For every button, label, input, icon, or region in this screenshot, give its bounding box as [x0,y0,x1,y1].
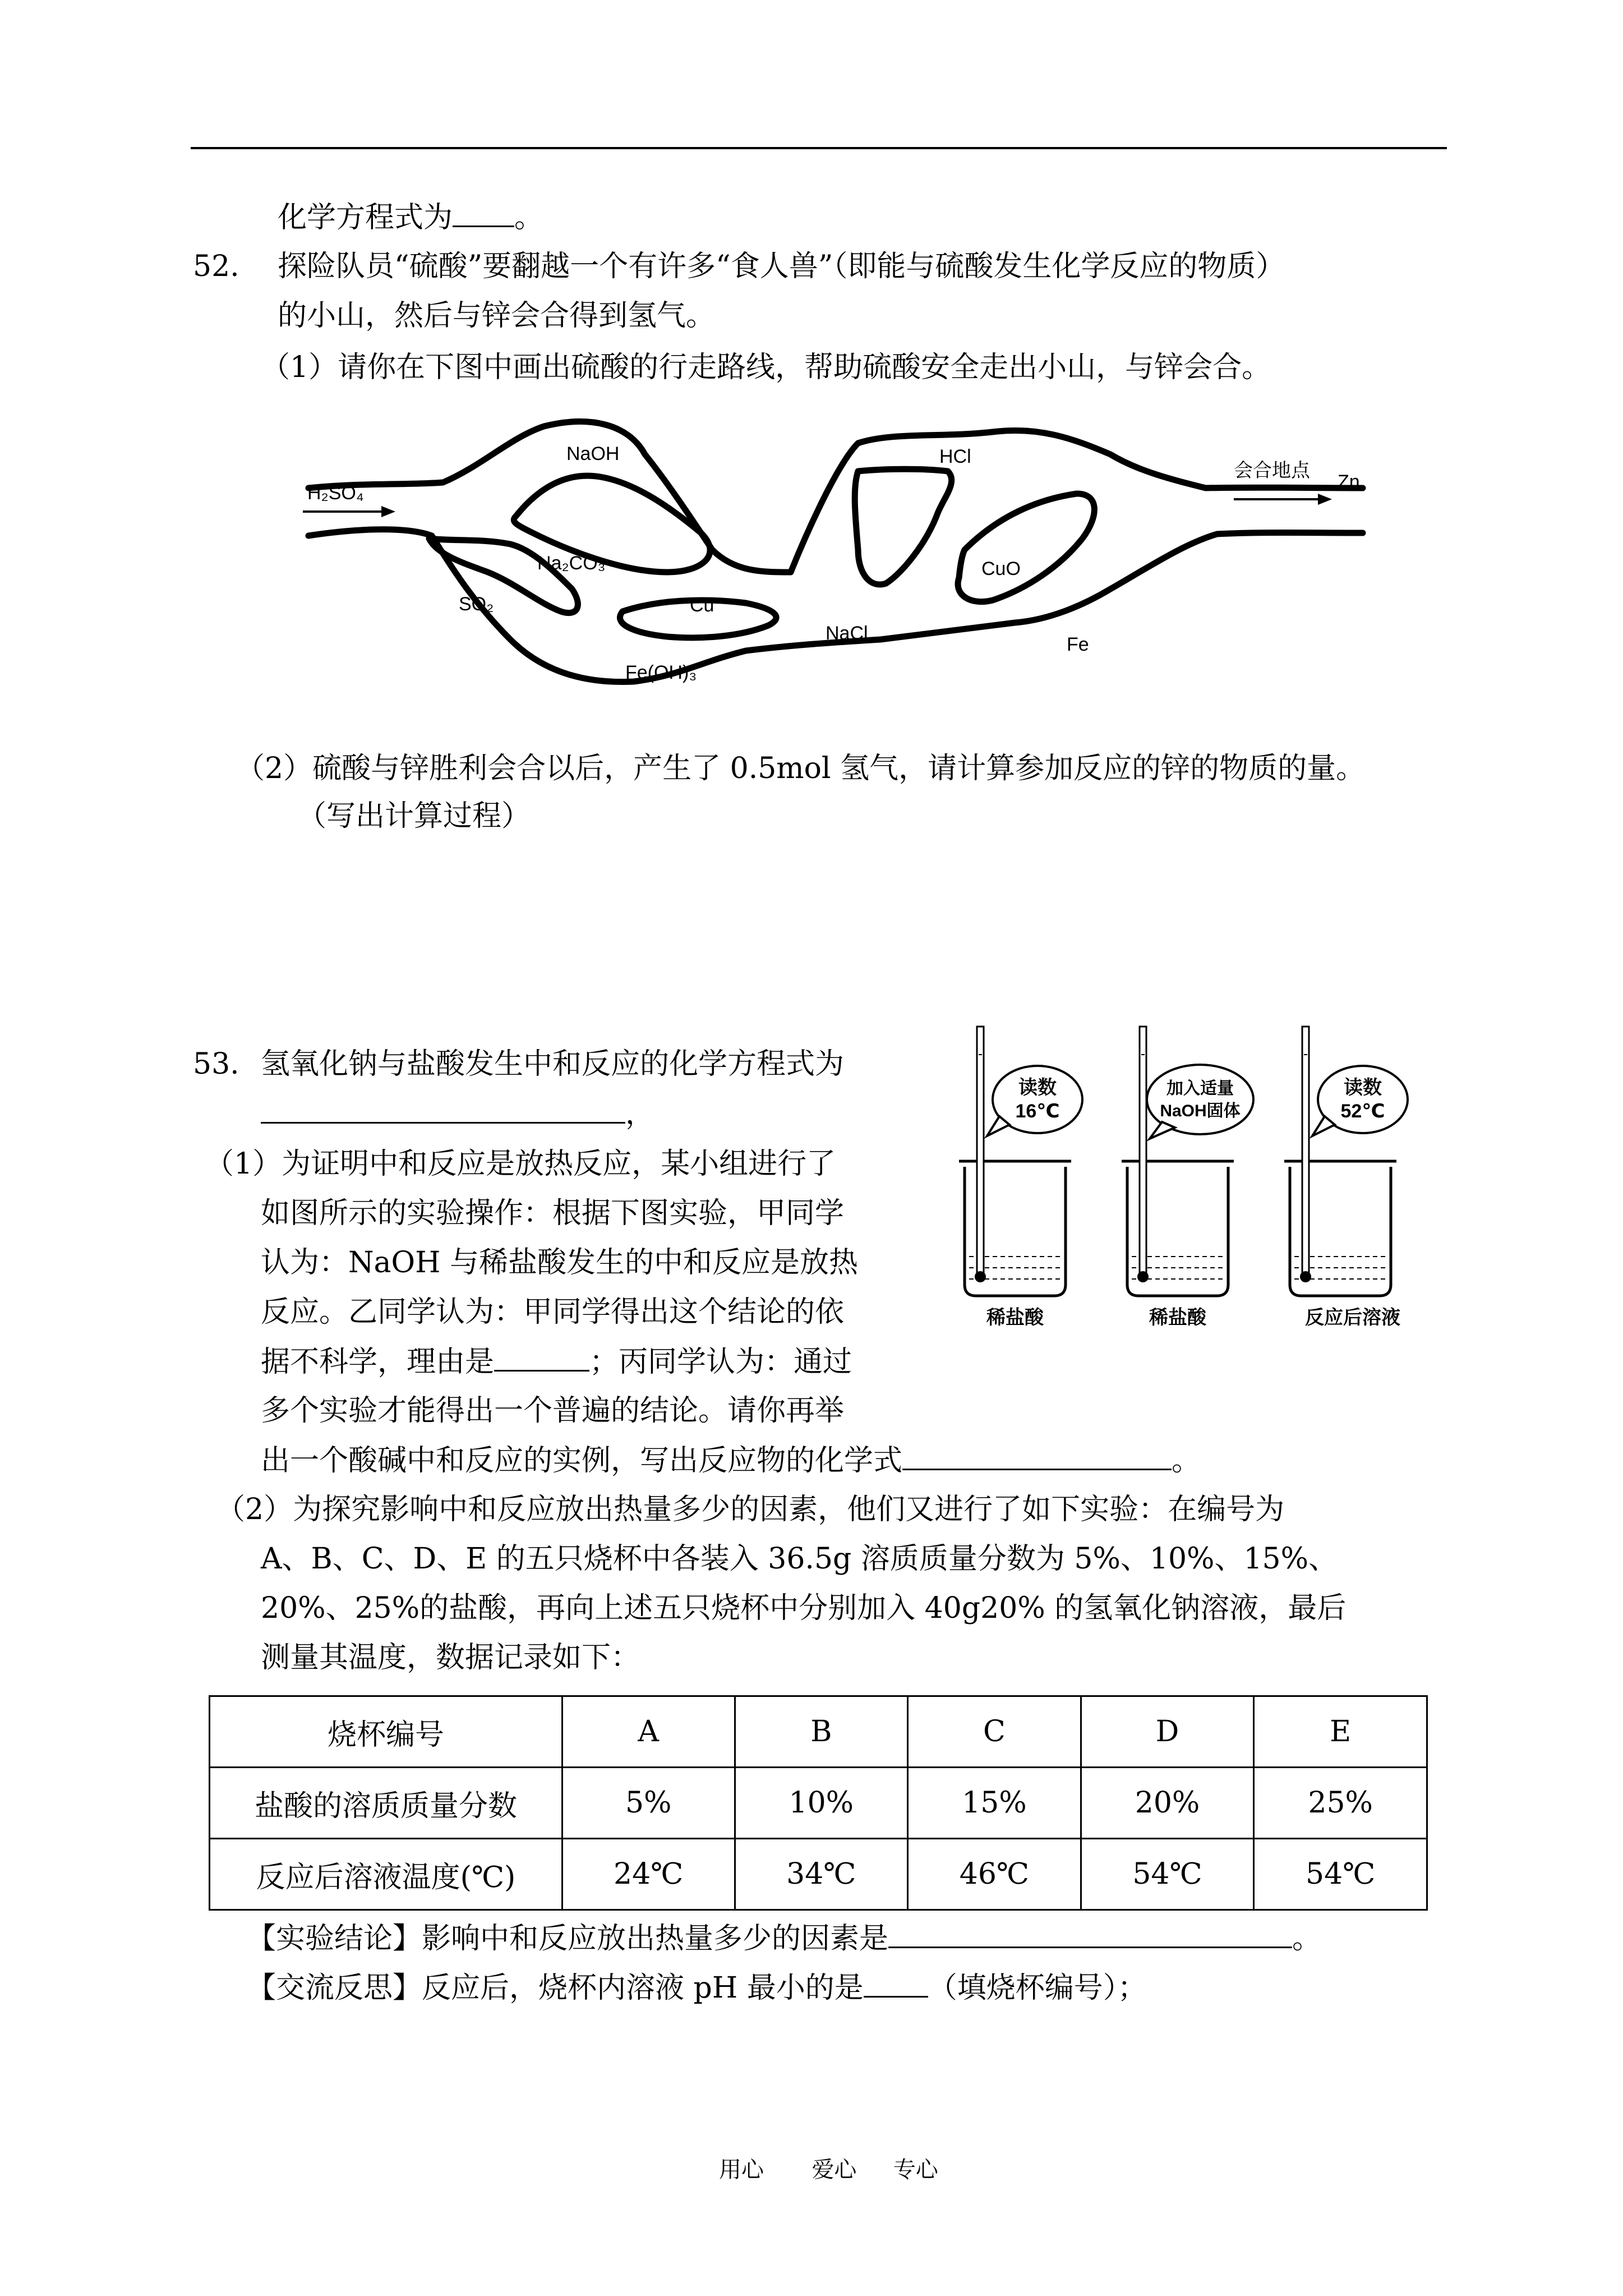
q52-number: 52. [193,250,239,283]
conclusion-line [247,1918,1321,1958]
table-cell: 盐酸的溶质质量分数 [210,1768,562,1839]
beaker1-bubble-line1: 读数 [1018,1077,1057,1098]
equation-blank[interactable] [261,1094,625,1124]
table-cell: 54℃ [1254,1839,1427,1910]
maze-start: H₂SO₄ [307,482,364,504]
beaker1-label: 稀盐酸 [986,1307,1044,1328]
table-cell: 5% [562,1768,735,1839]
q52-part1: （1）请你在下图中画出硫酸的行走路线，帮助硫酸安全走出小山，与锌会合。 [261,351,1271,384]
maze-label-fe: Fe [1067,634,1089,655]
q52-line1: 探险队员“硫酸”要翻越一个有许多“食人兽”（即能与硫酸发生化学反应的物质） [278,250,1285,283]
table-cell: 46℃ [908,1839,1081,1910]
maze-figure[interactable] [297,404,1391,707]
header-rule [191,147,1447,149]
maze-label-cu: Cu [690,595,714,616]
table-cell: C [908,1696,1081,1768]
maze-meet-point: 会合地点 [1234,460,1310,481]
maze-label-so2: SO₂ [459,593,494,615]
q53-p2-l4: 测量其温度，数据记录如下： [261,1641,640,1674]
beaker3-label: 反应后溶液 [1305,1307,1400,1328]
q52-line2: 的小山，然后与锌会合得到氢气。 [278,299,716,333]
continuation-tail: 。 [514,201,544,234]
table-cell: B [735,1696,908,1768]
table-cell: 24℃ [562,1839,735,1910]
maze-label-feoh3: Fe(OH)₃ [625,662,697,683]
beaker2-bubble-line1: 加入适量 [1166,1079,1234,1098]
conclusion-blank[interactable] [888,1918,1292,1948]
answer-blank[interactable] [453,197,514,227]
q53-p1-l3: 认为：NaOH 与稀盐酸发生的中和反应是放热 [261,1246,859,1280]
table-row [210,1768,1427,1839]
q53-p1-l2: 如图所示的实验操作：根据下图实验，甲同学 [261,1197,845,1230]
reason-blank[interactable] [494,1342,589,1372]
beaker-figure [953,1021,1458,1346]
q53-p1-l5 [261,1342,852,1382]
q53-p1-l5b: ；丙同学认为：通过 [589,1345,852,1379]
table-cell: 54℃ [1081,1839,1254,1910]
conclusion-text: 【实验结论】影响中和反应放出热量多少的因素是 [247,1922,889,1955]
q53-p1-l7 [261,1441,1201,1480]
table-cell: 25% [1254,1768,1427,1839]
table-cell: 34℃ [735,1839,908,1910]
table-cell: 15% [908,1768,1081,1839]
beaker1-bubble-line2: 16℃ [1015,1101,1060,1122]
table-cell: 10% [735,1768,908,1839]
q53-p2-l1: （2）为探究影响中和反应放出热量多少的因素，他们又进行了如下实验：在编号为 [216,1493,1285,1526]
q53-number: 53. [193,1047,239,1081]
maze-label-na2co3: Na₂CO₃ [537,553,606,574]
q53-p1-l6: 多个实验才能得出一个普遍的结论。请你再举 [261,1394,845,1428]
q53-p1-l7a: 出一个酸碱中和反应的实例，写出反应物的化学式 [261,1444,903,1478]
data-table [209,1695,1428,1911]
table-cell: 反应后溶液温度(℃) [210,1839,562,1910]
maze-label-cuo: CuO [981,558,1021,579]
table-cell: A [562,1696,735,1768]
q53-intro-line2 [261,1094,654,1134]
beaker2-bubble-line2: NaOH固体 [1160,1102,1241,1120]
table-row [210,1696,1427,1768]
reflection-blank[interactable] [864,1968,928,1998]
table-cell: D [1081,1696,1254,1768]
q53-p1-l1: （1）为证明中和反应是放热反应，某小组进行了 [205,1147,836,1181]
footer-word: 专心 [893,2157,938,2183]
q53-p1-l4: 反应。乙同学认为：甲同学得出这个结论的依 [261,1295,845,1329]
maze-label-naoh: NaOH [566,443,620,464]
reflection-text: 【交流反思】反应后，烧杯内溶液 pH 最小的是 [247,1971,864,2005]
maze-label-hcl: HCl [939,446,971,467]
q53-intro-tail: ， [625,1097,655,1131]
footer-word: 爱心 [811,2157,857,2183]
q53-p2-l2: A、B、C、D、E 的五只烧杯中各装入 36.5g 溶质质量分数为 5%、10%、15%、 [261,1542,1338,1576]
table-cell: 20% [1081,1768,1254,1839]
formula-blank[interactable] [902,1441,1172,1470]
table-cell: 烧杯编号 [210,1696,562,1768]
beaker2-label: 稀盐酸 [1149,1307,1206,1328]
conclusion-tail: 。 [1292,1922,1322,1955]
q52-part2-line2: （写出计算过程） [297,799,531,833]
footer-word: 用心 [719,2157,764,2183]
beaker3-bubble-line2: 52℃ [1340,1101,1385,1122]
maze-end: Zn [1338,471,1360,493]
continuation-line [278,197,543,237]
reflection-line [247,1968,1147,2008]
q53-p1-l5a: 据不科学，理由是 [261,1345,495,1379]
table-row [210,1839,1427,1910]
q53-p1-l7b: 。 [1172,1444,1201,1478]
q52-part2-line1: （2）硫酸与锌胜利会合以后，产生了 0.5mol 氢气，请计算参加反应的锌的物质的量。 [236,752,1366,785]
maze-label-nacl: NaCl [826,623,868,644]
q53-intro: 氢氧化钠与盐酸发生中和反应的化学方程式为 [261,1047,845,1081]
reflection-tail: （填烧杯编号）； [928,1971,1147,2005]
beaker3-bubble-line1: 读数 [1344,1077,1382,1098]
footer [719,2152,938,2184]
table-cell: E [1254,1696,1427,1768]
q53-p2-l3: 20%、25%的盐酸，再向上述五只烧杯中分别加入 40g20% 的氢氧化钠溶液，最后 [261,1591,1347,1625]
continuation-text: 化学方程式为 [278,201,453,234]
